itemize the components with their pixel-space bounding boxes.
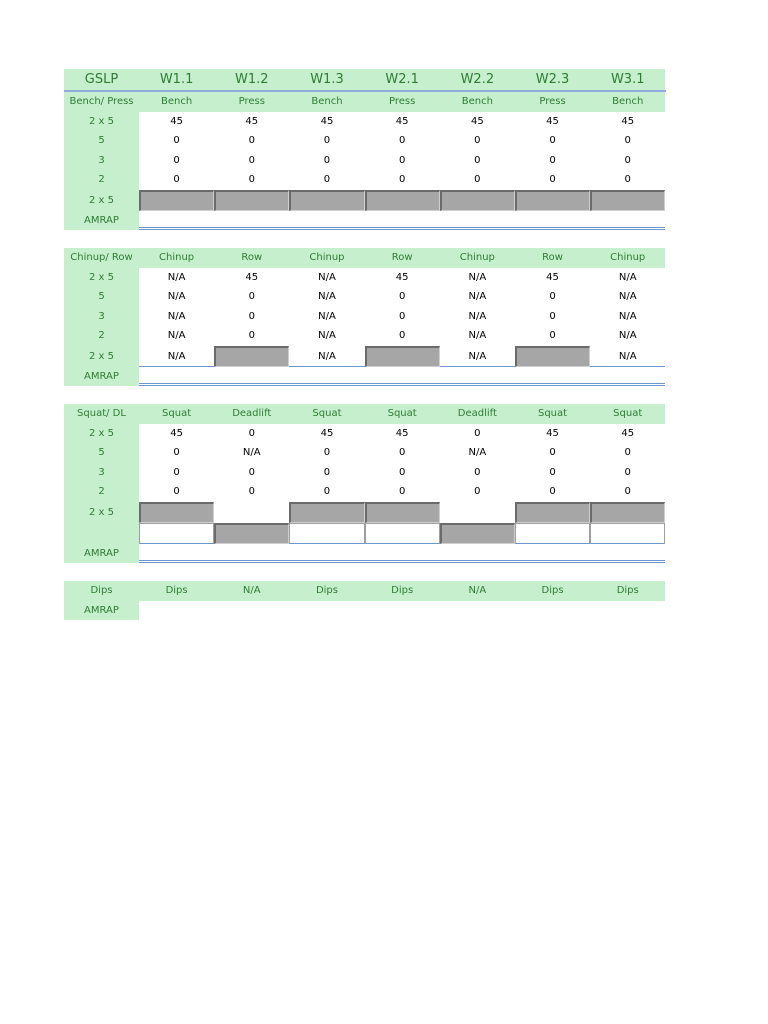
lift-name-cell[interactable]: Row (515, 248, 590, 268)
weight-cell[interactable]: 0 (474, 486, 481, 497)
amrap-cell[interactable] (440, 211, 515, 231)
weight-cell[interactable]: 0 (248, 330, 255, 341)
weight-cell[interactable]: 0 (624, 174, 631, 185)
amrap-cell[interactable] (365, 211, 440, 231)
amrap-cell[interactable] (515, 601, 590, 621)
row-label[interactable]: 2 (64, 326, 139, 346)
amrap-cell[interactable] (590, 601, 665, 621)
amrap-cell[interactable] (214, 544, 289, 564)
rep-input-cell[interactable] (365, 502, 440, 523)
weight-cell[interactable]: N/A (618, 310, 637, 322)
table-row (64, 443, 666, 463)
rep-input-cell[interactable] (365, 346, 440, 367)
lift-name-cell[interactable]: Dips (590, 581, 665, 601)
amrap-label[interactable]: AMRAP (64, 601, 139, 621)
row-label[interactable]: 2 x 5 (64, 346, 139, 367)
lift-name-cell[interactable]: N/A (214, 581, 289, 601)
weight-cell[interactable]: N/A (167, 330, 186, 341)
rep-input-cell[interactable] (365, 190, 440, 211)
weight-cell[interactable]: 0 (248, 291, 255, 302)
row-label[interactable]: 5 (64, 131, 139, 151)
weight-cell[interactable]: 0 (398, 447, 406, 458)
weight-cell[interactable]: N/A (167, 310, 186, 322)
weight-cell[interactable]: 0 (398, 310, 406, 322)
lift-name-cell[interactable]: Bench (590, 92, 665, 112)
weight-cell[interactable]: 0 (398, 291, 406, 302)
weight-cell[interactable]: 0 (173, 447, 180, 458)
lift-name-cell[interactable]: Press (214, 92, 289, 112)
section-label[interactable]: Chinup/ Row (64, 248, 139, 268)
weight-cell[interactable]: 45 (621, 115, 635, 127)
rep-input-cell[interactable] (515, 190, 590, 211)
table-row (64, 307, 666, 327)
amrap-cell[interactable] (515, 367, 590, 387)
rep-input-cell[interactable] (515, 346, 590, 367)
amrap-cell[interactable] (214, 367, 289, 387)
set-input-row (64, 190, 666, 211)
amrap-cell[interactable] (515, 544, 590, 564)
row-label[interactable]: 2 x 5 (64, 268, 139, 288)
lift-name-cell[interactable]: Squat (365, 404, 440, 424)
weight-cell[interactable]: 45 (245, 115, 259, 127)
empty-cell[interactable] (214, 502, 289, 523)
table-row (64, 131, 666, 151)
amrap-cell[interactable] (289, 367, 364, 387)
lift-name-cell[interactable]: Chinup (590, 248, 665, 268)
lift-name-cell[interactable]: Dips (139, 581, 214, 601)
table-row (64, 287, 666, 307)
amrap-cell[interactable] (139, 211, 214, 231)
weight-cell[interactable]: N/A (139, 346, 214, 367)
weight-cell[interactable]: 0 (398, 466, 406, 478)
deadlift-input-cell[interactable] (214, 523, 289, 544)
weight-cell[interactable]: 0 (549, 291, 556, 302)
weight-cell[interactable]: N/A (618, 291, 637, 302)
table-row (64, 424, 666, 444)
week-header[interactable]: W2.3 (515, 69, 590, 90)
gslp-spreadsheet (64, 69, 666, 620)
weight-cell[interactable]: 0 (624, 447, 631, 458)
amrap-row (64, 367, 666, 387)
weight-cell[interactable]: 0 (323, 486, 331, 497)
amrap-label[interactable]: AMRAP (64, 544, 139, 564)
lift-name-cell[interactable]: Chinup (139, 248, 214, 268)
weight-cell[interactable]: 0 (624, 486, 631, 497)
weight-cell[interactable]: N/A (468, 291, 487, 302)
amrap-row (64, 211, 666, 231)
deadlift-input-row (64, 523, 666, 544)
weight-cell[interactable]: 0 (549, 486, 556, 497)
empty-cell[interactable] (515, 523, 590, 544)
weight-cell[interactable]: 0 (323, 466, 331, 478)
lift-name-cell[interactable]: Squat (590, 404, 665, 424)
empty-cell[interactable] (590, 523, 665, 544)
weight-cell[interactable]: 0 (173, 466, 180, 478)
amrap-cell[interactable] (440, 544, 515, 564)
weight-cell[interactable]: 0 (549, 330, 556, 341)
row-label[interactable]: 5 (64, 287, 139, 307)
weight-cell[interactable]: 45 (621, 427, 635, 439)
deadlift-input-cell[interactable] (440, 523, 515, 544)
bench-lift-row (64, 92, 666, 112)
weight-cell[interactable]: N/A (468, 271, 487, 283)
rep-input-cell[interactable] (139, 502, 214, 523)
weight-cell[interactable]: N/A (318, 291, 336, 302)
weight-cell[interactable]: 0 (474, 174, 481, 185)
rep-input-cell[interactable] (289, 190, 364, 211)
weight-cell[interactable]: N/A (318, 310, 336, 322)
weight-cell[interactable]: 0 (549, 154, 556, 166)
set-input-row (64, 346, 666, 367)
empty-cell[interactable] (440, 502, 515, 523)
weight-cell[interactable]: 0 (323, 447, 331, 458)
row-label[interactable]: 2 (64, 482, 139, 502)
section-gap (64, 230, 666, 248)
week-header[interactable]: W3.1 (590, 69, 665, 90)
empty-cell[interactable] (139, 523, 214, 544)
amrap-label[interactable]: AMRAP (64, 211, 139, 231)
lift-name-cell[interactable]: Squat (515, 404, 590, 424)
row-label[interactable]: 2 x 5 (64, 502, 139, 523)
week-header[interactable]: W2.1 (365, 69, 440, 90)
lift-name-cell[interactable]: Press (365, 92, 440, 112)
lift-name-cell[interactable]: Bench (139, 92, 214, 112)
weight-cell[interactable]: 0 (549, 310, 556, 322)
weight-cell[interactable]: N/A (468, 330, 487, 341)
weight-cell[interactable]: 0 (248, 154, 255, 166)
amrap-cell[interactable] (365, 367, 440, 387)
weight-cell[interactable]: 0 (474, 135, 481, 146)
lift-name-cell[interactable]: Deadlift (440, 404, 515, 424)
amrap-cell[interactable] (590, 211, 665, 231)
empty-cell[interactable] (289, 523, 364, 544)
table-row (64, 112, 666, 132)
weight-cell[interactable]: 0 (398, 135, 406, 146)
rep-input-cell[interactable] (440, 190, 515, 211)
table-row (64, 463, 666, 483)
weight-cell[interactable]: 0 (624, 466, 631, 478)
weight-cell[interactable]: 0 (323, 135, 331, 146)
weight-cell[interactable]: 0 (248, 466, 255, 478)
empty-cell[interactable] (365, 523, 440, 544)
weight-cell[interactable]: 0 (549, 447, 556, 458)
weight-cell[interactable]: 0 (248, 310, 255, 322)
weight-cell[interactable]: 0 (173, 174, 180, 185)
amrap-cell[interactable] (590, 544, 665, 564)
amrap-cell[interactable] (289, 601, 364, 621)
lift-name-cell[interactable]: Dips (289, 581, 364, 601)
weight-cell[interactable]: N/A (167, 291, 186, 302)
amrap-cell[interactable] (214, 601, 289, 621)
weight-cell[interactable]: N/A (289, 346, 364, 367)
amrap-cell[interactable] (365, 544, 440, 564)
weight-cell[interactable]: 45 (470, 115, 484, 127)
amrap-cell[interactable] (289, 544, 364, 564)
weight-cell[interactable]: 0 (323, 174, 331, 185)
weight-cell[interactable]: 45 (395, 115, 409, 127)
weight-cell[interactable]: 0 (549, 174, 556, 185)
lift-name-cell[interactable]: Row (365, 248, 440, 268)
row-label[interactable]: 3 (64, 463, 139, 483)
weight-cell[interactable]: 45 (395, 427, 409, 439)
weight-cell[interactable]: N/A (318, 330, 336, 341)
rep-input-cell[interactable] (214, 346, 289, 367)
section-label[interactable]: Bench/ Press (64, 92, 139, 112)
weight-cell[interactable]: 45 (320, 427, 334, 439)
weight-cell[interactable]: 0 (173, 135, 180, 146)
amrap-cell[interactable] (440, 601, 515, 621)
weight-cell[interactable]: 0 (398, 154, 406, 166)
row-label[interactable]: 2 (64, 170, 139, 190)
table-row (64, 151, 666, 171)
weight-cell[interactable]: 45 (245, 271, 259, 283)
weight-cell[interactable]: 0 (474, 154, 481, 166)
lift-name-cell[interactable]: Bench (289, 92, 364, 112)
amrap-cell[interactable] (139, 601, 214, 621)
weight-cell[interactable]: N/A (618, 330, 637, 341)
rep-input-cell[interactable] (139, 190, 214, 211)
week-header[interactable]: W1.3 (289, 69, 364, 90)
weight-cell[interactable]: 0 (248, 427, 255, 439)
amrap-cell[interactable] (365, 601, 440, 621)
lift-name-cell[interactable]: Deadlift (214, 404, 289, 424)
weight-cell[interactable]: 0 (398, 486, 406, 497)
row-label[interactable]: 3 (64, 307, 139, 327)
row-label[interactable]: 2 x 5 (64, 190, 139, 211)
lift-name-cell[interactable]: Bench (440, 92, 515, 112)
table-row (64, 170, 666, 190)
row-label[interactable]: 2 x 5 (64, 112, 139, 132)
rep-input-cell[interactable] (214, 190, 289, 211)
lift-name-cell[interactable]: Squat (139, 404, 214, 424)
weight-cell[interactable]: N/A (618, 271, 637, 283)
weight-cell[interactable]: 0 (248, 486, 255, 497)
weight-cell[interactable]: 0 (248, 174, 255, 185)
amrap-label[interactable]: AMRAP (64, 367, 139, 387)
lift-name-cell[interactable]: Dips (365, 581, 440, 601)
weight-cell[interactable]: N/A (318, 271, 336, 283)
weight-cell[interactable]: 45 (395, 271, 409, 283)
row-label[interactable]: 2 x 5 (64, 424, 139, 444)
program-title[interactable]: GSLP (64, 69, 139, 90)
amrap-cell[interactable] (515, 211, 590, 231)
rep-input-cell[interactable] (590, 190, 665, 211)
amrap-cell[interactable] (139, 367, 214, 387)
lift-name-cell[interactable]: Dips (515, 581, 590, 601)
weight-cell[interactable]: 45 (546, 427, 559, 439)
weight-cell[interactable]: 0 (624, 135, 631, 146)
weight-cell[interactable]: 0 (474, 466, 481, 478)
table-row (64, 326, 666, 346)
weight-cell[interactable]: 0 (323, 154, 331, 166)
weight-cell[interactable]: 0 (624, 154, 631, 166)
lift-name-cell[interactable]: N/A (440, 581, 515, 601)
weight-cell[interactable]: 0 (549, 135, 556, 146)
amrap-cell[interactable] (214, 211, 289, 231)
rep-input-cell[interactable] (590, 502, 665, 523)
weight-cell[interactable]: 45 (170, 115, 183, 127)
rep-input-cell[interactable] (289, 502, 364, 523)
amrap-cell[interactable] (590, 367, 665, 387)
lift-name-cell[interactable]: Chinup (289, 248, 364, 268)
squat-lift-row (64, 404, 666, 424)
rep-input-cell[interactable] (515, 502, 590, 523)
weight-cell[interactable]: 0 (173, 486, 180, 497)
weight-cell[interactable]: N/A (468, 447, 487, 458)
amrap-cell[interactable] (289, 211, 364, 231)
weight-cell[interactable]: 45 (170, 427, 183, 439)
weight-cell[interactable]: 0 (398, 174, 406, 185)
weight-cell[interactable]: N/A (242, 447, 261, 458)
table-row (64, 268, 666, 288)
week-header[interactable]: W1.1 (139, 69, 214, 90)
header-row (64, 69, 666, 92)
set-input-row (64, 502, 666, 523)
amrap-cell[interactable] (440, 367, 515, 387)
lift-name-cell[interactable]: Chinup (440, 248, 515, 268)
amrap-row (64, 601, 666, 621)
amrap-cell[interactable] (139, 544, 214, 564)
section-gap (64, 563, 666, 581)
row-label-blank (64, 523, 139, 544)
section-label[interactable]: Squat/ DL (64, 404, 139, 424)
weight-cell[interactable]: N/A (468, 310, 487, 322)
chinup-lift-row (64, 248, 666, 268)
section-label[interactable]: Dips (64, 581, 139, 601)
amrap-row (64, 544, 666, 564)
row-label[interactable]: 5 (64, 443, 139, 463)
weight-cell[interactable]: 0 (474, 427, 481, 439)
row-label[interactable]: 3 (64, 151, 139, 171)
dips-lift-row (64, 581, 666, 601)
weight-cell[interactable]: 45 (546, 271, 559, 283)
weight-cell[interactable]: N/A (440, 346, 515, 367)
week-header[interactable]: W2.2 (440, 69, 515, 90)
weight-cell[interactable]: N/A (590, 346, 665, 367)
weight-cell[interactable]: 45 (546, 115, 559, 127)
weight-cell[interactable]: 0 (398, 330, 406, 341)
weight-cell[interactable]: 0 (248, 135, 255, 146)
weight-cell[interactable]: N/A (167, 271, 186, 283)
weight-cell[interactable]: 0 (173, 154, 180, 166)
table-row (64, 482, 666, 502)
weight-cell[interactable]: 45 (320, 115, 334, 127)
lift-name-cell[interactable]: Squat (289, 404, 364, 424)
lift-name-cell[interactable]: Row (214, 248, 289, 268)
section-gap (64, 386, 666, 404)
lift-name-cell[interactable]: Press (515, 92, 590, 112)
week-header[interactable]: W1.2 (214, 69, 289, 90)
weight-cell[interactable]: 0 (549, 466, 556, 478)
